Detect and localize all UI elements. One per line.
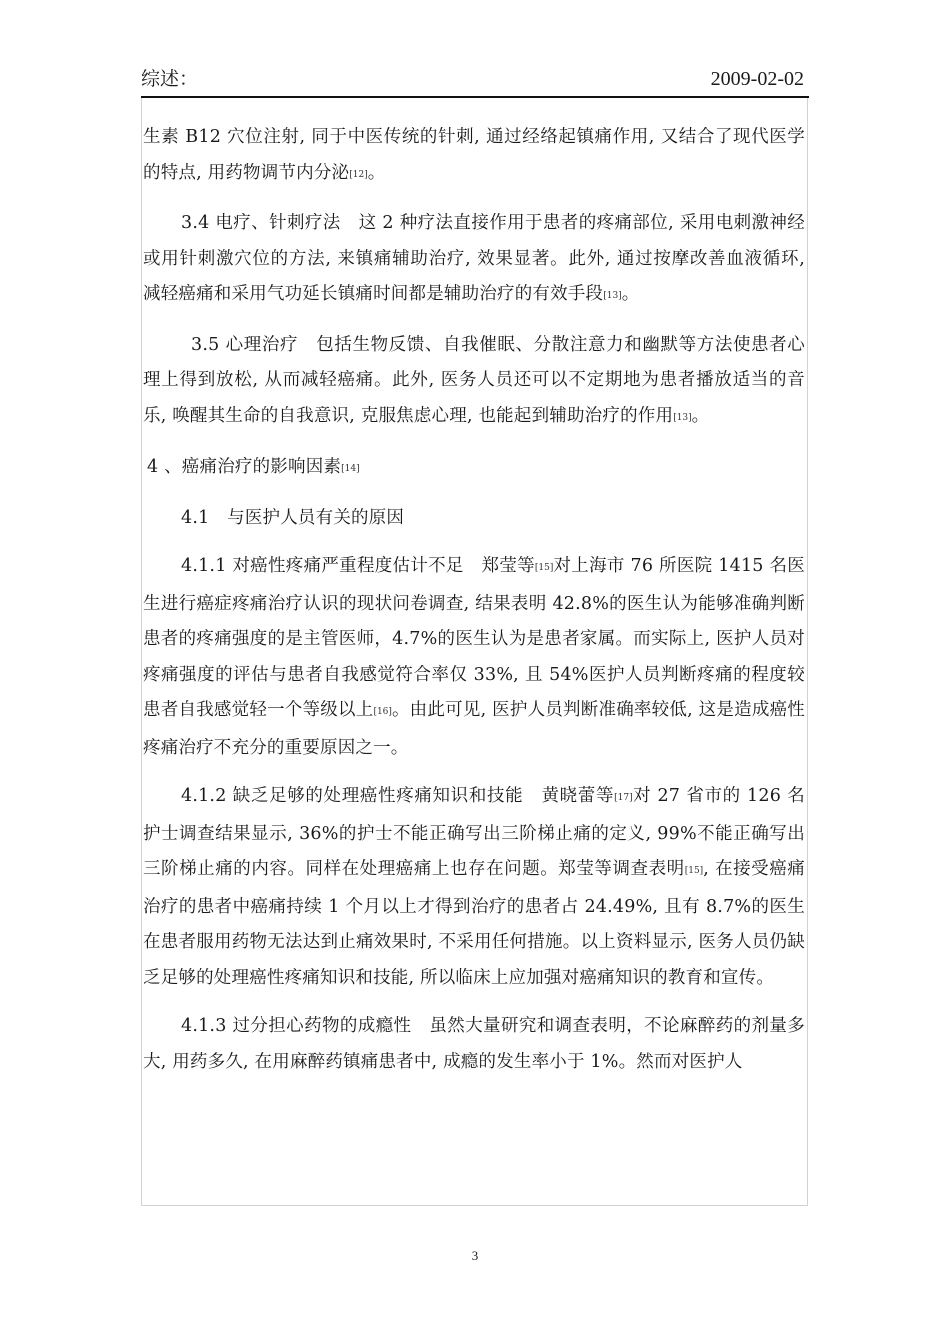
paragraph-vitamin-b12 — [143, 120, 805, 193]
subsection-heading-4-1 — [143, 501, 805, 537]
citation-ref: [14] — [341, 464, 360, 474]
page-number: 3 — [471, 1248, 479, 1263]
citation-ref: [13] — [603, 291, 622, 301]
header-left-label: 综述： — [141, 68, 199, 90]
citation-ref: [16] — [373, 707, 392, 717]
paragraph-text: 。 — [367, 162, 386, 183]
paragraph-3-4-electro-acupuncture — [143, 206, 805, 315]
paragraph-text: , 在接受癌痛治疗的患者中癌痛持续 1 个月以上才得到治疗的患者占 24.49%, 且有 8.7%的医生在患者服用药物无法达到止痛效果时, 不采用任何措施。以上资料显示, 医务人员仍缺乏足够的处理癌性疼痛知识和技能, 所以临床上应加强对癌痛知识的教育和宣传。 — [143, 859, 805, 988]
paragraph-text: 4.1.1 对癌性疼痛严重程度估计不足 郑莹等 — [181, 556, 535, 576]
paragraph-text: 生素 B12 穴位注射, 同于中医传统的针刺, 通过经络起镇痛作用, 又结合了现代医学的特点, 用药物调节内分泌 — [143, 127, 805, 183]
citation-ref: [15] — [534, 563, 554, 573]
paragraph-4-1-2 — [143, 779, 805, 996]
paragraph-text: 对 27 省市的 126 名护士调查结果显示, 36%的护士不能正确写出三阶梯止痛的定义, 99%不能正确写出三阶梯止痛的内容。同样在处理癌痛上也存在问题。郑莹等调查表明 — [143, 786, 805, 879]
paragraph-text: 4.1.2 缺乏足够的处理癌性疼痛知识和技能 黄晓蕾等 — [181, 786, 615, 806]
paragraph-text: 4.1 与医护人员有关的原因 — [181, 507, 405, 528]
paragraph-text: 。由此可见, 医护人员判断准确率较低, 这是造成癌性疼痛治疗不充分的重要原因之一。 — [143, 700, 805, 758]
paragraph-text: 3.4 电疗、针刺疗法 这 2 种疗法直接作用于患者的疼痛部位, 采用电刺激神经或用针刺激穴位的方法, 来镇痛辅助治疗, 效果显著。此外, 通过按摩改善血液循环, 减轻癌痛和采用气功延长镇痛时间都是辅助治疗的有效手段 — [143, 213, 805, 304]
document-body — [143, 120, 805, 1080]
citation-ref: [12] — [349, 169, 368, 180]
paragraph-4-1-3 — [143, 1009, 805, 1080]
paragraph-text: 。 — [691, 405, 710, 426]
paragraph-4-1-1 — [143, 549, 805, 766]
citation-ref: [15] — [684, 866, 704, 876]
section-heading-4 — [143, 450, 805, 488]
paragraph-3-5-psychotherapy — [143, 328, 805, 437]
paragraph-text: 4.1.3 过分担心药物的成瘾性 虽然大量研究和调查表明，不论麻醉药的剂量多大, 用药多久, 在用麻醉药镇痛患者中, 成瘾的发生率小于 1%。然而对医护人 — [143, 1016, 805, 1072]
citation-ref: [13] — [673, 412, 692, 423]
paragraph-text: 4 、癌痛治疗的影响因素 — [147, 457, 342, 477]
paragraph-text: 3.5 心理治疗 包括生物反馈、自我催眠、分散注意力和幽默等方法使患者心理上得到放松, 从而减轻癌痛。此外, 医务人员还可以不定期地为患者播放适当的音乐, 唤醒其生命的自我意识, 克服焦虑心理, 也能起到辅助治疗的作用 — [143, 334, 805, 426]
header-date: 2009-02-02 — [710, 68, 804, 90]
paragraph-text: 对上海市 76 所医院 1415 名医生进行癌症疼痛治疗认识的现状问卷调查, 结果表明 42.8%的医生认为能够准确判断患者的疼痛强度的是主管医师，4.7%的医生认为是患者家属。而实际上, 医护人员对疼痛强度的评估与患者自我感觉符合率仅 33%, 且 54%医护人员判断疼痛的程度较患者自我感觉轻一个等级以上 — [143, 556, 805, 720]
citation-ref: [17] — [614, 793, 633, 803]
paragraph-text: 。 — [621, 284, 640, 304]
